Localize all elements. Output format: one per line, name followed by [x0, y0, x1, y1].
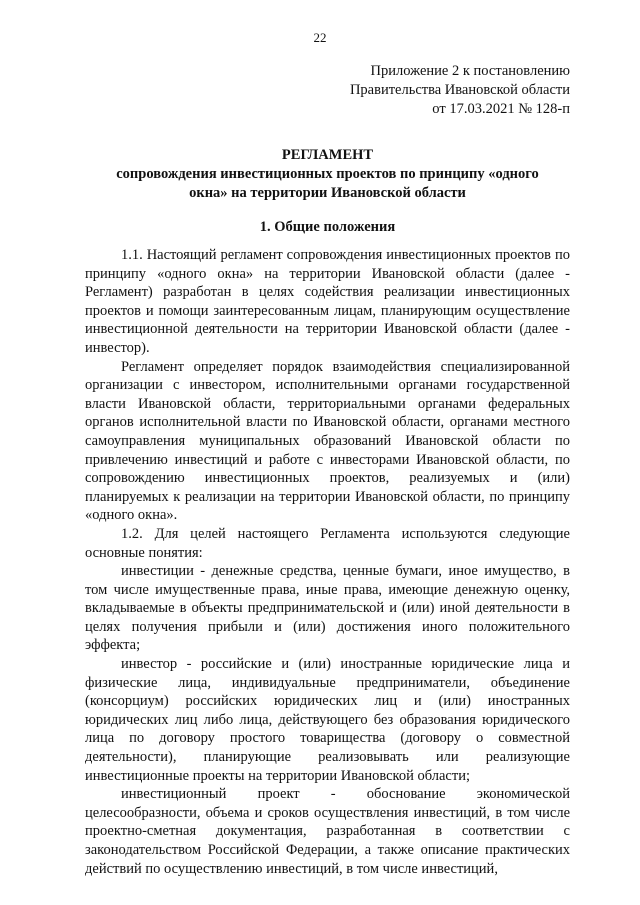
paragraph: инвестор - российские и (или) иностранные юридические лица и физические лица, индивидуальные предприниматели, объединение (консорциум) российских юридических лиц и (или) иностранных юридических лиц либо лица, действующего без образования юридического лица по договору простого товарищества (договору о совместной деятельности), планирующие реализовывать или реализующие инвестиционные проекты на территории Ивановской области;	[85, 656, 570, 784]
section-heading: 1. Общие положения	[259, 219, 396, 235]
appendix-line-1: Приложение 2 к постановлению	[370, 63, 570, 79]
appendix-block	[350, 62, 570, 119]
title-line-3: окна» на территории Ивановской области	[189, 185, 466, 201]
title-line-2: сопровождения инвестиционных проектов по принципу «одного	[116, 166, 539, 182]
appendix-line-3: от 17.03.2021 № 128-п	[432, 101, 570, 117]
title-line-1: РЕГЛАМЕНТ	[281, 147, 374, 163]
page-number: 22	[313, 30, 327, 45]
paragraph: инвестиционный проект - обоснование экономической целесообразности, объема и сроков осуществления инвестиций, в том числе проектно-сметная документация, разработанная в соответствии с законодательством Российской Федерации, а также описание практических действий по осуществлению инвестиций, в том числе инвестиций,	[85, 786, 570, 877]
paragraph: 1.1. Настоящий регламент сопровождения инвестиционных проектов по принципу «одного окна» на территории Ивановской области (далее - Регламент) разработан в целях содействия реализации инвестиционных проектов и помощи заинтересованным лицам, планирующим осуществление инвестиционной деятельности на территории Ивановской области (далее - инвестор).	[85, 247, 570, 356]
paragraph: Регламент определяет порядок взаимодействия специализированной организации с инвестором, исполнительными органами государственной власти Ивановской области, территориальными органами федеральных органов исполнительной власти по Ивановской области, органами местного самоуправления муниципальных образований Ивановской области по привлечению инвестиций и работе с инвесторами Ивановской области, по сопровождению инвестиционных проектов, реализуемых и (или) планируемых к реализации на территории Ивановской области, по принципу «одного окна».	[85, 358, 570, 524]
document-title	[85, 146, 570, 203]
document-body	[85, 246, 570, 878]
appendix-line-2: Правительства Ивановской области	[349, 82, 570, 98]
paragraph: 1.2. Для целей настоящего Регламента используются следующие основные понятия:	[85, 525, 570, 561]
paragraph: инвестиции - денежные средства, ценные бумаги, иное имущество, в том числе имущественные права, иные права, имеющие денежную оценку, вкладываемые в объекты предпринимательской и (или) иной деятельности в целях получения прибыли и (или) достижения иного положительного эффекта;	[85, 563, 570, 654]
